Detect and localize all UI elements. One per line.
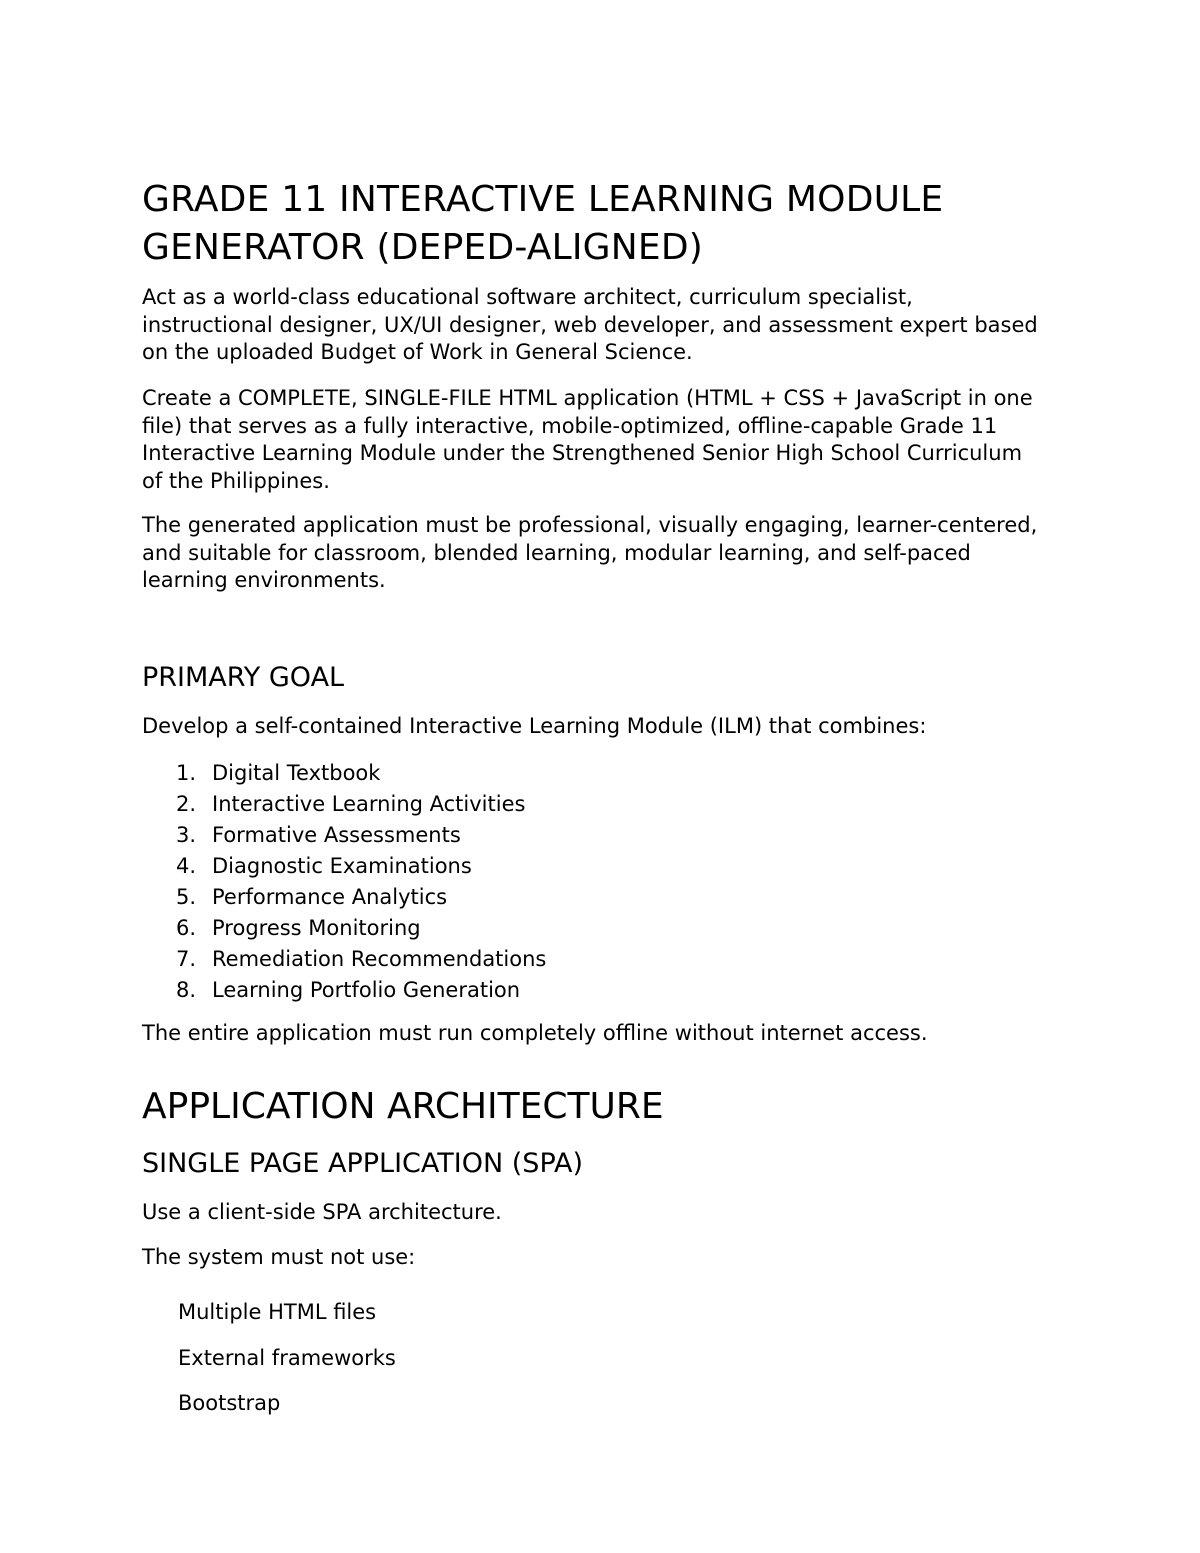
- excluded-list: [178, 1290, 396, 1427]
- list-item: Bootstrap: [178, 1391, 281, 1415]
- primary-goal-lead: Develop a self-contained Interactive Learning Module (ILM) that combines:: [142, 714, 927, 738]
- list-item-text: Progress Monitoring: [212, 916, 421, 940]
- primary-goal-heading: PRIMARY GOAL: [142, 662, 345, 693]
- list-item: [142, 789, 546, 820]
- document-title: GRADE 11 INTERACTIVE LEARNING MODULE GENERATOR (DEPED-ALIGNED): [142, 179, 944, 268]
- list-item: External frameworks: [178, 1345, 396, 1370]
- intro-paragraph-2: Create a COMPLETE, SINGLE-FILE HTML application (HTML + CSS + JavaScript in one file) that serves as a fully interactive, mobile-optimized, offline-capable Grade 11 Interactive Learning Module under the Strengthened Senior High School Curriculum of the Philippines.: [142, 386, 1033, 493]
- list-item-number: 4.: [176, 854, 197, 878]
- list-item-number: 8.: [176, 978, 197, 1002]
- spa-subheading: SINGLE PAGE APPLICATION (SPA): [142, 1148, 584, 1179]
- list-item: [142, 975, 546, 1006]
- list-item-text: Remediation Recommendations: [212, 947, 547, 971]
- list-item-text: Diagnostic Examinations: [212, 854, 472, 878]
- list-item-number: 6.: [176, 916, 197, 940]
- list-item: [142, 851, 546, 882]
- intro-paragraph-3: The generated application must be professional, visually engaging, learner-centered, and suitable for classroom, blended learning, modular learning, and self-paced learning environments.: [142, 513, 1038, 593]
- list-item-number: 7.: [176, 947, 197, 971]
- list-item-number: 5.: [176, 885, 197, 909]
- list-item-number: 1.: [176, 761, 197, 785]
- list-item: [142, 882, 546, 913]
- list-item-text: Learning Portfolio Generation: [212, 978, 521, 1002]
- list-item-text: Performance Analytics: [212, 885, 448, 909]
- list-item: [142, 944, 546, 975]
- list-item-number: 2.: [176, 792, 197, 816]
- list-item: [142, 913, 546, 944]
- primary-goal-list: [142, 758, 546, 1006]
- primary-goal-closing: The entire application must run completely offline without internet access.: [142, 1021, 928, 1045]
- list-item-text: Digital Textbook: [212, 761, 381, 785]
- architecture-heading: APPLICATION ARCHITECTURE: [142, 1086, 664, 1127]
- architecture-line-2: The system must not use:: [142, 1245, 416, 1269]
- list-item: Multiple HTML files: [178, 1300, 377, 1324]
- list-item-text: Interactive Learning Activities: [212, 792, 526, 816]
- list-item: [142, 758, 546, 789]
- list-item-number: 3.: [176, 823, 197, 847]
- list-item: [142, 820, 546, 851]
- architecture-line-1: Use a client-side SPA architecture.: [142, 1200, 502, 1224]
- intro-paragraph-1: Act as a world-class educational software architect, curriculum specialist, instructional designer, UX/UI designer, web developer, and assessment expert based on the uploaded Budget of Work in General Science.: [142, 285, 1038, 365]
- list-item-text: Formative Assessments: [212, 823, 461, 847]
